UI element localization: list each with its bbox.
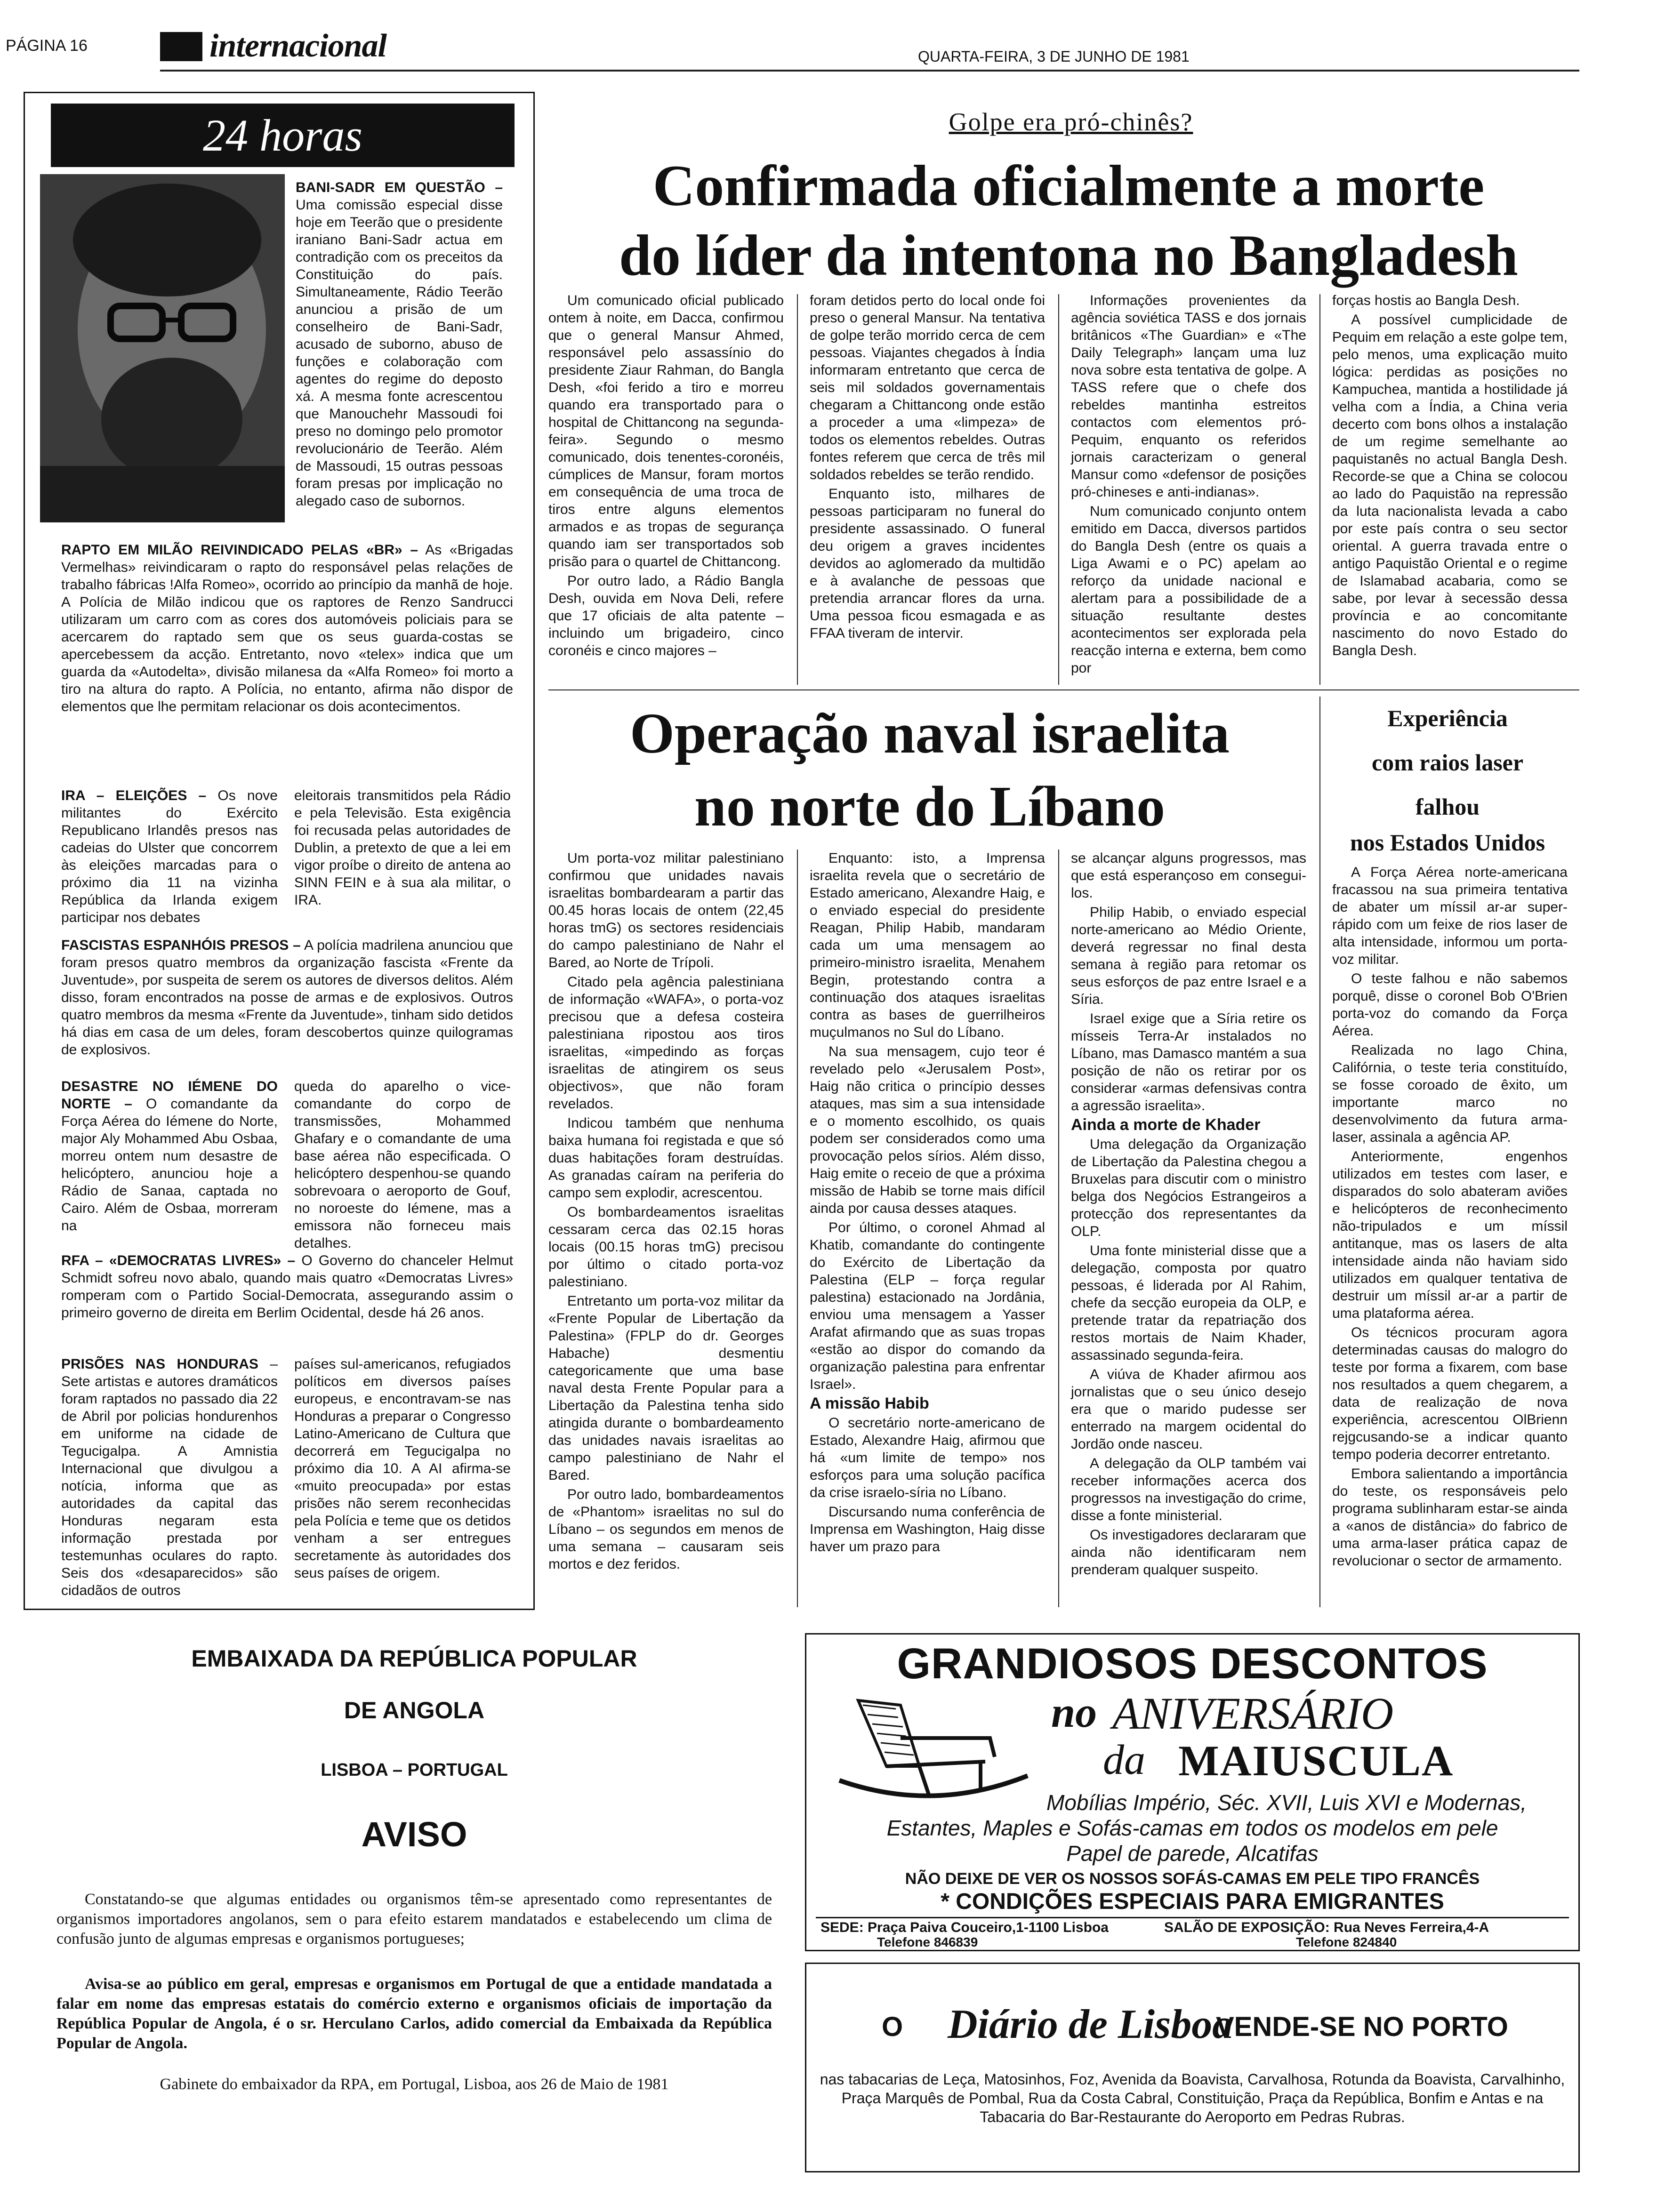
brief-rfa-text: O Governo do chanceler Helmut Schmidt sofreu novo abalo, quando mais quatro «Democratas Livres» romperam com o Partido Social-Democrata, assegurando assim o primeiro governo de direita em Berlim Ocidental, desde há 26 anos. [61, 1253, 513, 1321]
libano-col1-p2: Citado pela agência palestiniana de informação «WAFA», o porta-voz precisou que a defesa costeira palestiniana ripostou aos tiros israelitas, «impedindo as forças israelitas de atingirem os seus objectivos», que não foram revelados. [548, 974, 784, 1112]
diario-lisboa-box [805, 1963, 1580, 2172]
brief-fascistas-lead: FASCISTAS ESPANHÓIS PRESOS – [61, 938, 301, 953]
bangladesh-col-3 [1071, 292, 1306, 687]
libano-col1-p6: Por outro lado, bombardeamentos de «Phantom» israelitas no sul do Líbano – os segundos em menos de uma semana – causaram seis mortos e dez feridos. [548, 1487, 784, 1572]
libano-col3-p5: Uma fonte ministerial disse que a delegação, composta por quatro pessoas, é liderada por Al Rahim, chefe da secção europeia da OLP, e pretende tratar da repatriação dos restos mortais de Naim Khader, assassinado segunda-feira. [1071, 1243, 1306, 1363]
libano-col1-p4: Os bombardeamentos israelitas cessaram cerca das 02.15 horas locais (00.15 horas tmG) precisou por último o citado porta-voz palestiniano. [548, 1204, 784, 1290]
libano-col1-p1: Um porta-voz militar palestiniano confirmou que unidades navais israelitas bombardearam a partir das 00.45 horas locais de ontem (22,45 horas tmG) os sectores residenciais do campo palestiniano de Nahr el Bared, ao Norte de Trípoli. [548, 850, 784, 970]
brief-fascistas-text: A polícia madrilena anunciou que foram presos quatro membros da organização fascista «Frente da Juventude», por suspeita de serem os autores de diversos delitos. Além disso, foram encontrados na posse de armas e de explosivos. Outros quatro membros da mesma «Frente da Juventude», tinham sido detidos há dias em casa de um deles, foram descobertos quinze quilogramas de explosivos. [61, 938, 513, 1058]
laser-headline-line3: falhou [1415, 793, 1480, 820]
libano-headline-line1: Operação naval israelita [629, 702, 1230, 765]
bangladesh-col1-p2: Por outro lado, a Rádio Bangla Desh, ouvida em Nova Deli, refere que 17 oficiais de alta patente – incluindo um brigadeiro, cinco coronéis e cinco majores – [548, 573, 784, 658]
dl-masthead: Diário de Lisboa [948, 2002, 1233, 2047]
ad-line5: Estantes, Maples e Sofás-camas em todos os modelos em pele [886, 1816, 1498, 1840]
section-title: internacional [209, 28, 386, 64]
ad-line3-da: da [1103, 1737, 1145, 1783]
libano-col-2 [810, 850, 1045, 1612]
bangladesh-col3-p1: Informações provenientes da agência soviética TASS e dos jornais britânicos «The Guardian» e «The Daily Telegraph» lançam uma luz nova sobre esta tentativa de golpe. A TASS refere que o chefe dos rebeldes mantinha estreitos contactos com elementos pró-Pequim, enquanto os referidos jornais caracterizam o general Mansur como «defensor de posições pró-chineses e anti-indianas». [1071, 293, 1306, 500]
libano-rule-2 [1058, 850, 1059, 1607]
brief-honduras-col1 [61, 1355, 278, 1600]
libano-rule-1 [797, 850, 798, 1607]
laser-headline-line4: nos Estados Unidos [1350, 829, 1545, 856]
bani-sadr-photo [40, 174, 285, 522]
laser-p6: Embora salientando a importância do teste, os responsáveis pelo programa sublinharam estar-se ainda a «anos de distância» do fabrico de uma arma-laser prática capaz de revolucionar o sector de armamento. [1332, 1466, 1568, 1569]
maiuscula-ad [805, 1633, 1580, 1951]
brief-iemen-col1 [61, 1078, 278, 1233]
brief-honduras-col2 [294, 1355, 511, 1600]
brief-ira-col1 [61, 787, 278, 928]
brief-ira-lead: IRA – ELEIÇÕES – [61, 788, 207, 803]
angola-notice [42, 1626, 786, 2167]
laser-headline-line1: Experiência [1387, 705, 1508, 731]
brief-rapto-lead: RAPTO EM MILÃO REIVINDICADO PELAS «BR» – [61, 542, 418, 558]
laser-p3: Realizada no lago China, Califórnia, o teste teria constituído, se fosse coroado de êxito, um importante marco no desenvolvimento da futura arma-laser, assinala a agência AP. [1332, 1042, 1568, 1145]
brief-rapto-milao [61, 541, 513, 777]
libano-col-1 [548, 850, 784, 1612]
dl-text: nas tabacarias de Leça, Matosinhos, Foz, Avenida da Boavista, Carvalhosa, Rotunda da Boavista, Carvalhinho, Praça Marquês de Pombal, Rua da Costa Cabral, Constituição, Praça da República, Bonfim e Antas e na Tabacaria do Bar-Restaurante do Aeroporto em Pedras Rubras. [820, 2071, 1565, 2125]
libano-col3-p2: Philip Habib, o enviado especial norte-americano ao Médio Oriente, deverá regressar no final desta semana à região para retomar os seus esforços de paz entre Israel e a Síria. [1071, 905, 1306, 1007]
bangladesh-col1-p1: Um comunicado oficial publicado ontem à noite, em Dacca, confirmou que o general Mansur Ahmed, responsável pelo assassínio do presidente Ziaur Rahman, do Bangla Desh, «foi ferido a tiro e morreu quando era transportado para o hospital de Chittancong na segunda-feira». Segundo o mesmo comunicado, dois tenentes-coronéis, cúmplices de Mansur, foram mortos em consequência de uma troca de tiros entre alguns elementos armados e as tropas de segurança quando iam ser transportados sob prisão para o quartel de Chittancong. [548, 293, 784, 569]
bangladesh-rule-1 [797, 294, 798, 685]
libano-col2-p2: Na sua mensagem, cujo teor é revelado pelo «Jerusalem Post», Haig não critica o princípio desses ataques, mas sim a sua intensidade e o momento escolhido, os quais podem ser considerados como uma provocação pelos sírios. Além disso, Haig emite o receio de que a próxima missão de Habib se torne mais difícil ainda por causa desses ataques. [810, 1044, 1045, 1216]
libano-col2-p3: Por último, o coronel Ahmad al Khatib, comandante do contingente do Exército de Libertação da Palestina (ELP – força regular palestina) estacionado na Jordânia, enviou uma mensagem a Yasser Arafat afirmando que as suas tropas «estão ao dispor do comando da organização palestina para enfrentar Israel». [810, 1220, 1045, 1392]
libano-subhead-khader: Ainda a morte de Khader [1071, 1116, 1261, 1134]
libano-headline-line2: no norte do Líbano [694, 775, 1165, 838]
brief-ira-col2 [294, 787, 511, 928]
bangladesh-col2-p2: Enquanto isto, milhares de pessoas participaram no funeral do presidente assassinado. O funeral deu origem a graves incidentes devidos ao aglomerado da multidão e à avalanche de pessoas que pretendia arrancar flores da urna. Uma pessoa ficou esmagada e as FFAA tiveram de intervir. [810, 486, 1045, 641]
libano-col2-p4: O secretário norte-americano de Estado, Alexandre Haig, afirmou que há «um limite de tempo» nos esforços para uma solução pacífica da crise israelo-síria no Líbano. [810, 1415, 1045, 1500]
bangladesh-col-2 [810, 292, 1045, 687]
ad-line4: Mobílias Império, Séc. XVII, Luis XVI e Modernas, [1046, 1790, 1527, 1815]
angola-line2: DE ANGOLA [344, 1697, 485, 1723]
bangladesh-col-1 [548, 292, 784, 687]
brief-iemen-text2: queda do aparelho o vice-comandante do corpo de transmissões, Mohammed Ghafary e o comandante de uma base aérea não especificada. O helicóptero despenhou-se quando sobrevoara o aeroporto de Gouf, no noroeste do Iémene, mas a emissora não forneceu mais detalhes. [294, 1079, 511, 1251]
bangladesh-headline-line1: Confirmada oficialmente a morte [652, 153, 1485, 218]
bangladesh-rule-2 [1058, 294, 1059, 685]
angola-line1: EMBAIXADA DA REPÚBLICA POPULAR [191, 1645, 637, 1672]
libano-col3-p3: Israel exige que a Síria retire os mísseis Terra-Ar instalados no Líbano, mas Damasco mantém a sua posição de não os retirar por os considerar «armas defensivas contra a agressão israelita». [1071, 1011, 1306, 1114]
libano-col3-p1: se alcançar alguns progressos, mas que está esperançoso em consegui-los. [1071, 850, 1306, 901]
brief-iemen-lead: DESASTRE NO IÉMENE DO NORTE – [61, 1079, 278, 1112]
dl-o: O [882, 2012, 903, 2042]
bangladesh-kicker: Golpe era pró-chinês? [949, 108, 1193, 136]
brief-ira-text2: eleitorais transmitidos pela Rádio e pela Televisão. Esta exigência foi recusada pelas autoridades de Dublin, a pretexto de que a lei em vigor proíbe o direito de antena ao SINN FEIN e à sua ala militar, o IRA. [294, 788, 511, 908]
page-number: PÁGINA 16 [6, 37, 88, 55]
libano-col1-p3: Indicou também que nenhuma baixa humana foi registada e que só duas habitações foram destruídas. As granadas caíram na periferia do campo sem explodir, acrescentou. [548, 1115, 784, 1201]
box-24-title: 24 horas [203, 110, 362, 160]
ad-salao: SALÃO DE EXPOSIÇÃO: Rua Neves Ferreira,4-A [1164, 1920, 1489, 1935]
brief-rfa-lead: RFA – «DEMOCRATAS LIVRES» – [61, 1253, 296, 1268]
ad-line8: * CONDIÇÕES ESPECIAIS PARA EMIGRANTES [941, 1889, 1444, 1914]
brief-honduras-text2: países sul-americanos, refugiados políticos em diversos países europeus, e encontravam-se nas Honduras a preparar o Congresso Latino-Americano de Cultura que decorrerá em Tegucigalpa no próximo dia 10. A AI afirma-se «muito preocupada» por estas prisões não serem reconhecidas pela Polícia e teme que os detidos venham a ser entregues secretamente às autoridades dos seus países de origem. [294, 1356, 511, 1581]
bangladesh-col3-p2: Num comunicado conjunto ontem emitido em Dacca, diversos partidos do Bangla Desh (entre os quais a Liga Awami e o PC) apelam ao reforço da unidade nacional e alertam para a possibilidade de a situação resultante destes acontecimentos ser explorada pela reacção interna e externa, bem como por [1071, 504, 1306, 676]
brief-rfa [61, 1252, 513, 1341]
laser-p1: A Força Aérea norte-americana fracassou na sua primeira tentativa de abater um míssil ar-ar super-rápido com um feixe de rios laser de alta intensidade, informou um porta-voz militar. [1332, 865, 1568, 967]
libano-col3-p7: A delegação da OLP também vai receber informações acerca dos progressos na investigação do crime, disse a fonte ministerial. [1071, 1456, 1306, 1523]
libano-rule-3 [1319, 697, 1320, 1607]
bangladesh-col2-p1: foram detidos perto do local onde foi preso o general Mansur. Na tentativa de golpe terão morrido cerca de cem pessoas. Viajantes chegados à Índia informaram entretanto que cerca de seis mil soldados governamentais chegaram a Chittancong onde estão a proceder a uma «limpeza» de todos os elementos rebeldes. Outras fontes referem que cerca de três mil soldados rebeldes se terão rendido. [810, 293, 1045, 482]
laser-p4: Anteriormente, engenhos utilizados em testes com laser, e disparados do solo abateram aviões e helicópteros de reconhecimento não-tripulados e um míssil antitanque, mas os lasers de alta intensidade ainda não haviam sido utilizados em qualquer tentativa de destruir um míssil ar-ar a partir de uma plataforma aérea. [1332, 1149, 1568, 1321]
libano-subhead-missao-habib: A missão Habib [810, 1395, 929, 1412]
brief-ira-text1: Os nove militantes do Exército Republicano Irlandês presos nas cadeias do Ulster que concorrem às eleições marcadas para o próximo dia 11 na vizinha República da Irlanda exigem participar nos debates [61, 788, 278, 925]
laser-body [1332, 864, 1568, 1612]
bangladesh-col4-p2: A possível cumplicidade de Pequim em relação a este golpe tem, pelo menos, uma explicação muito lógica: perdidas as posições no Kampuchea, mantida a hostilidade já velha com a Índia, a China veria decerto com bons olhos a instalação de um regime semelhante ao paquistanês no actual Bangla Desh. Recorde-se que a China se colocou ao lado do Paquistão na repressão da luta nacionalista levada a cabo por este país contra o seu sector oriental. A guerra travada entre o antigo Paquistão Oriental e o regime de Islamabad acabaria, como se sabe, por levar à secessão dessa província e ao concomitante nascimento do novo Estado do Bangla Desh. [1332, 312, 1568, 658]
libano-col1-p5: Entretanto um porta-voz militar da «Frente Popular de Libertação da Palestina» (FPLP do dr. Georges Habache) desmentiu categoricamente que uma base naval desta Frente Popular para a Libertação da Palestina tenha sido atingida durante o bombardeamento das unidades navais israelitas ao campo palestiniano de Nahr el Bared. [548, 1293, 784, 1483]
ad-line3-maiuscula: MAIUSCULA [1178, 1737, 1454, 1785]
ad-sede: SEDE: Praça Paiva Couceiro,1-1100 Lisboa [820, 1920, 1109, 1935]
ad-address-rule [816, 1917, 1569, 1918]
ad-line1: GRANDIOSOS DESCONTOS [897, 1640, 1488, 1688]
brief-iemen-text1: O comandante da Força Aérea do Iémene do Norte, major Aly Mohammed Abu Osbaa, morreu ontem num desastre de helicóptero, anunciou hoje a Rádio de Sanaa, captada no Cairo. Além de Osbaa, morreram na [61, 1096, 278, 1234]
brief-bani-sadr-lead: BANI-SADR EM QUESTÃO – [296, 180, 503, 195]
libano-col3-p8: Os investigadores declararam que ainda não identificaram nem prenderam qualquer suspeito. [1071, 1527, 1306, 1578]
angola-p1: Constatando-se que algumas entidades ou organismos têm-se apresentado como representantes de organismos importadores angolanos, sem o para efeito estarem mandatados e estabelecendo um clima de confusão junto de algumas empresas e organismos portugueses; [56, 1891, 772, 1948]
bangladesh-col4-p1: forças hostis ao Bangla Desh. [1332, 293, 1520, 308]
angola-aviso: AVISO [361, 1815, 467, 1854]
ad-line2-no: no [1051, 1688, 1097, 1736]
angola-signature: Gabinete do embaixador da RPA, em Portugal, Lisboa, aos 26 de Maio de 1981 [160, 2076, 669, 2093]
page-date: QUARTA-FEIRA, 3 DE JUNHO DE 1981 [918, 48, 1190, 65]
libano-col-3 [1071, 850, 1306, 1612]
brief-honduras-lead: PRISÕES NAS HONDURAS [61, 1356, 258, 1372]
bangladesh-headline-line2: do líder da intentona no Bangladesh [619, 223, 1518, 288]
header-rule [160, 70, 1579, 72]
libano-col3-p4: Uma delegação da Organização de Libertação da Palestina chegou a Bruxelas para discutir com o ministro belga dos Negócios Estrangeiros a protecção dos representantes da OLP. [1071, 1137, 1306, 1239]
laser-p5: Os técnicos procuram agora determinadas causas do malogro do teste por forma a fixarem, com base nos resultados a quem chegarem, a data de realização de nova experiência, acrescentou OlBrienn rejgcusando-se a indicar quanto tempo poderia decorrer entretanto. [1332, 1325, 1568, 1462]
ad-tel2: Telefone 824840 [1296, 1935, 1397, 1949]
ad-line7: NÃO DEIXE DE VER OS NOSSOS SOFÁS-CAMAS EM PELE TIPO FRANCÊS [905, 1870, 1480, 1888]
ad-line6: Papel de parede, Alcatifas [1066, 1841, 1319, 1866]
bangladesh-bottom-rule [548, 689, 1579, 690]
libano-col3-p6: A viúva de Khader afirmou aos jornalistas que o seu único desejo era que o marido pudesse ser enterrado na margem ocidental do Jordão onde nasceu. [1071, 1367, 1306, 1452]
ad-tel1: Telefone 846839 [877, 1935, 978, 1949]
laser-p2: O teste falhou e não sabemos porquê, disse o coronel Bob O'Brien porta-voz do comando da Força Aérea. [1332, 971, 1568, 1039]
ad-line2-aniversario: ANIVERSÁRIO [1112, 1688, 1394, 1739]
brief-rapto-text: As «Brigadas Vermelhas» reivindicaram o rapto do responsável pelas relações de trabalho fábricas !Alfa Romeo», ocorrido ao princípio da manhã de hoje. A Polícia de Milão indicou que os raptores de Renzo Sandrucci utilizaram um carro com as cores dos automóveis policiais para se acercarem do raptado sem que os seus guarda-costas se apercebessem da acção. Entretanto, novo «telex» indica que um guarda da «Autodelta», divisão milanesa da «Alfa Romeo» foi morto a tiro na altura do rapto. A Polícia, no entanto, afirma não dispor de elementos que lhe permitam relacionar os dois acontecimentos. [61, 542, 513, 714]
section-logo-block [160, 32, 202, 61]
brief-bani-sadr-text: Uma comissão especial disse hoje em Teerão que o presidente iraniano Bani-Sadr actua em contradição com os preceitos da Constituição do país. Simultaneamente, Rádio Teerão anunciou a prisão de um conselheiro de Bani-Sadr, acusado de suborno, abuso de funções e colaboração com agentes do regime do deposto xá. A mesma fonte acrescentou que Manouchehr Massoudi foi preso no domingo pelo promotor revolucionário de Teerão. Além de Massoudi, 15 outras pessoas foram presas por implicação no alegado caso de subornos. [296, 197, 503, 509]
angola-p2: Avisa-se ao público em geral, empresas e organismos em Portugal de que a entidade mandatada a falar em nome das empresas estatais do comércio externo e organismos oficiais de importação da República Popular de Angola, é o sr. Herculano Carlos, adido comercial da Embaixada da República Popular de Angola. [56, 1975, 772, 2052]
libano-col2-p1: Enquanto: isto, a Imprensa israelita revela que o secretário de Estado americano, Alexandre Haig, e o enviado especial do presidente Reagan, Philip Habib, mandaram cada um uma mensagem ao primeiro-ministro israelita, Menahem Begin, protestando contra a continuação dos ataques israelitas contra as bases de guerrilheiros muçulmanos no Sul do Líbano. [810, 850, 1045, 1040]
angola-line3: LISBOA – PORTUGAL [321, 1760, 508, 1780]
libano-col2-p5: Discursando numa conferência de Imprensa em Washington, Haig disse haver um prazo para [810, 1504, 1045, 1555]
dl-tail: VENDE-SE NO PORTO [1216, 2012, 1508, 2042]
brief-honduras-text1: – Sete artistas e autores dramáticos foram raptados no passado dia 22 de Abril por policias hondurenhos em uniforme na cidade de Tegucigalpa. A Amnistia Internacional que divulgou a notícia, informa que as autoridades da capital das Honduras negaram esta informação prestada por testemunhas oculares do rapto. Seis dos «desaparecidos» são cidadãos de outros [61, 1356, 278, 1598]
brief-bani-sadr [296, 179, 503, 527]
bangladesh-rule-3 [1319, 294, 1320, 685]
laser-headline-line2: com raios laser [1371, 749, 1524, 776]
brief-fascistas [61, 937, 513, 1064]
brief-iemen-col2 [294, 1078, 511, 1251]
bangladesh-col-4 [1332, 292, 1568, 687]
